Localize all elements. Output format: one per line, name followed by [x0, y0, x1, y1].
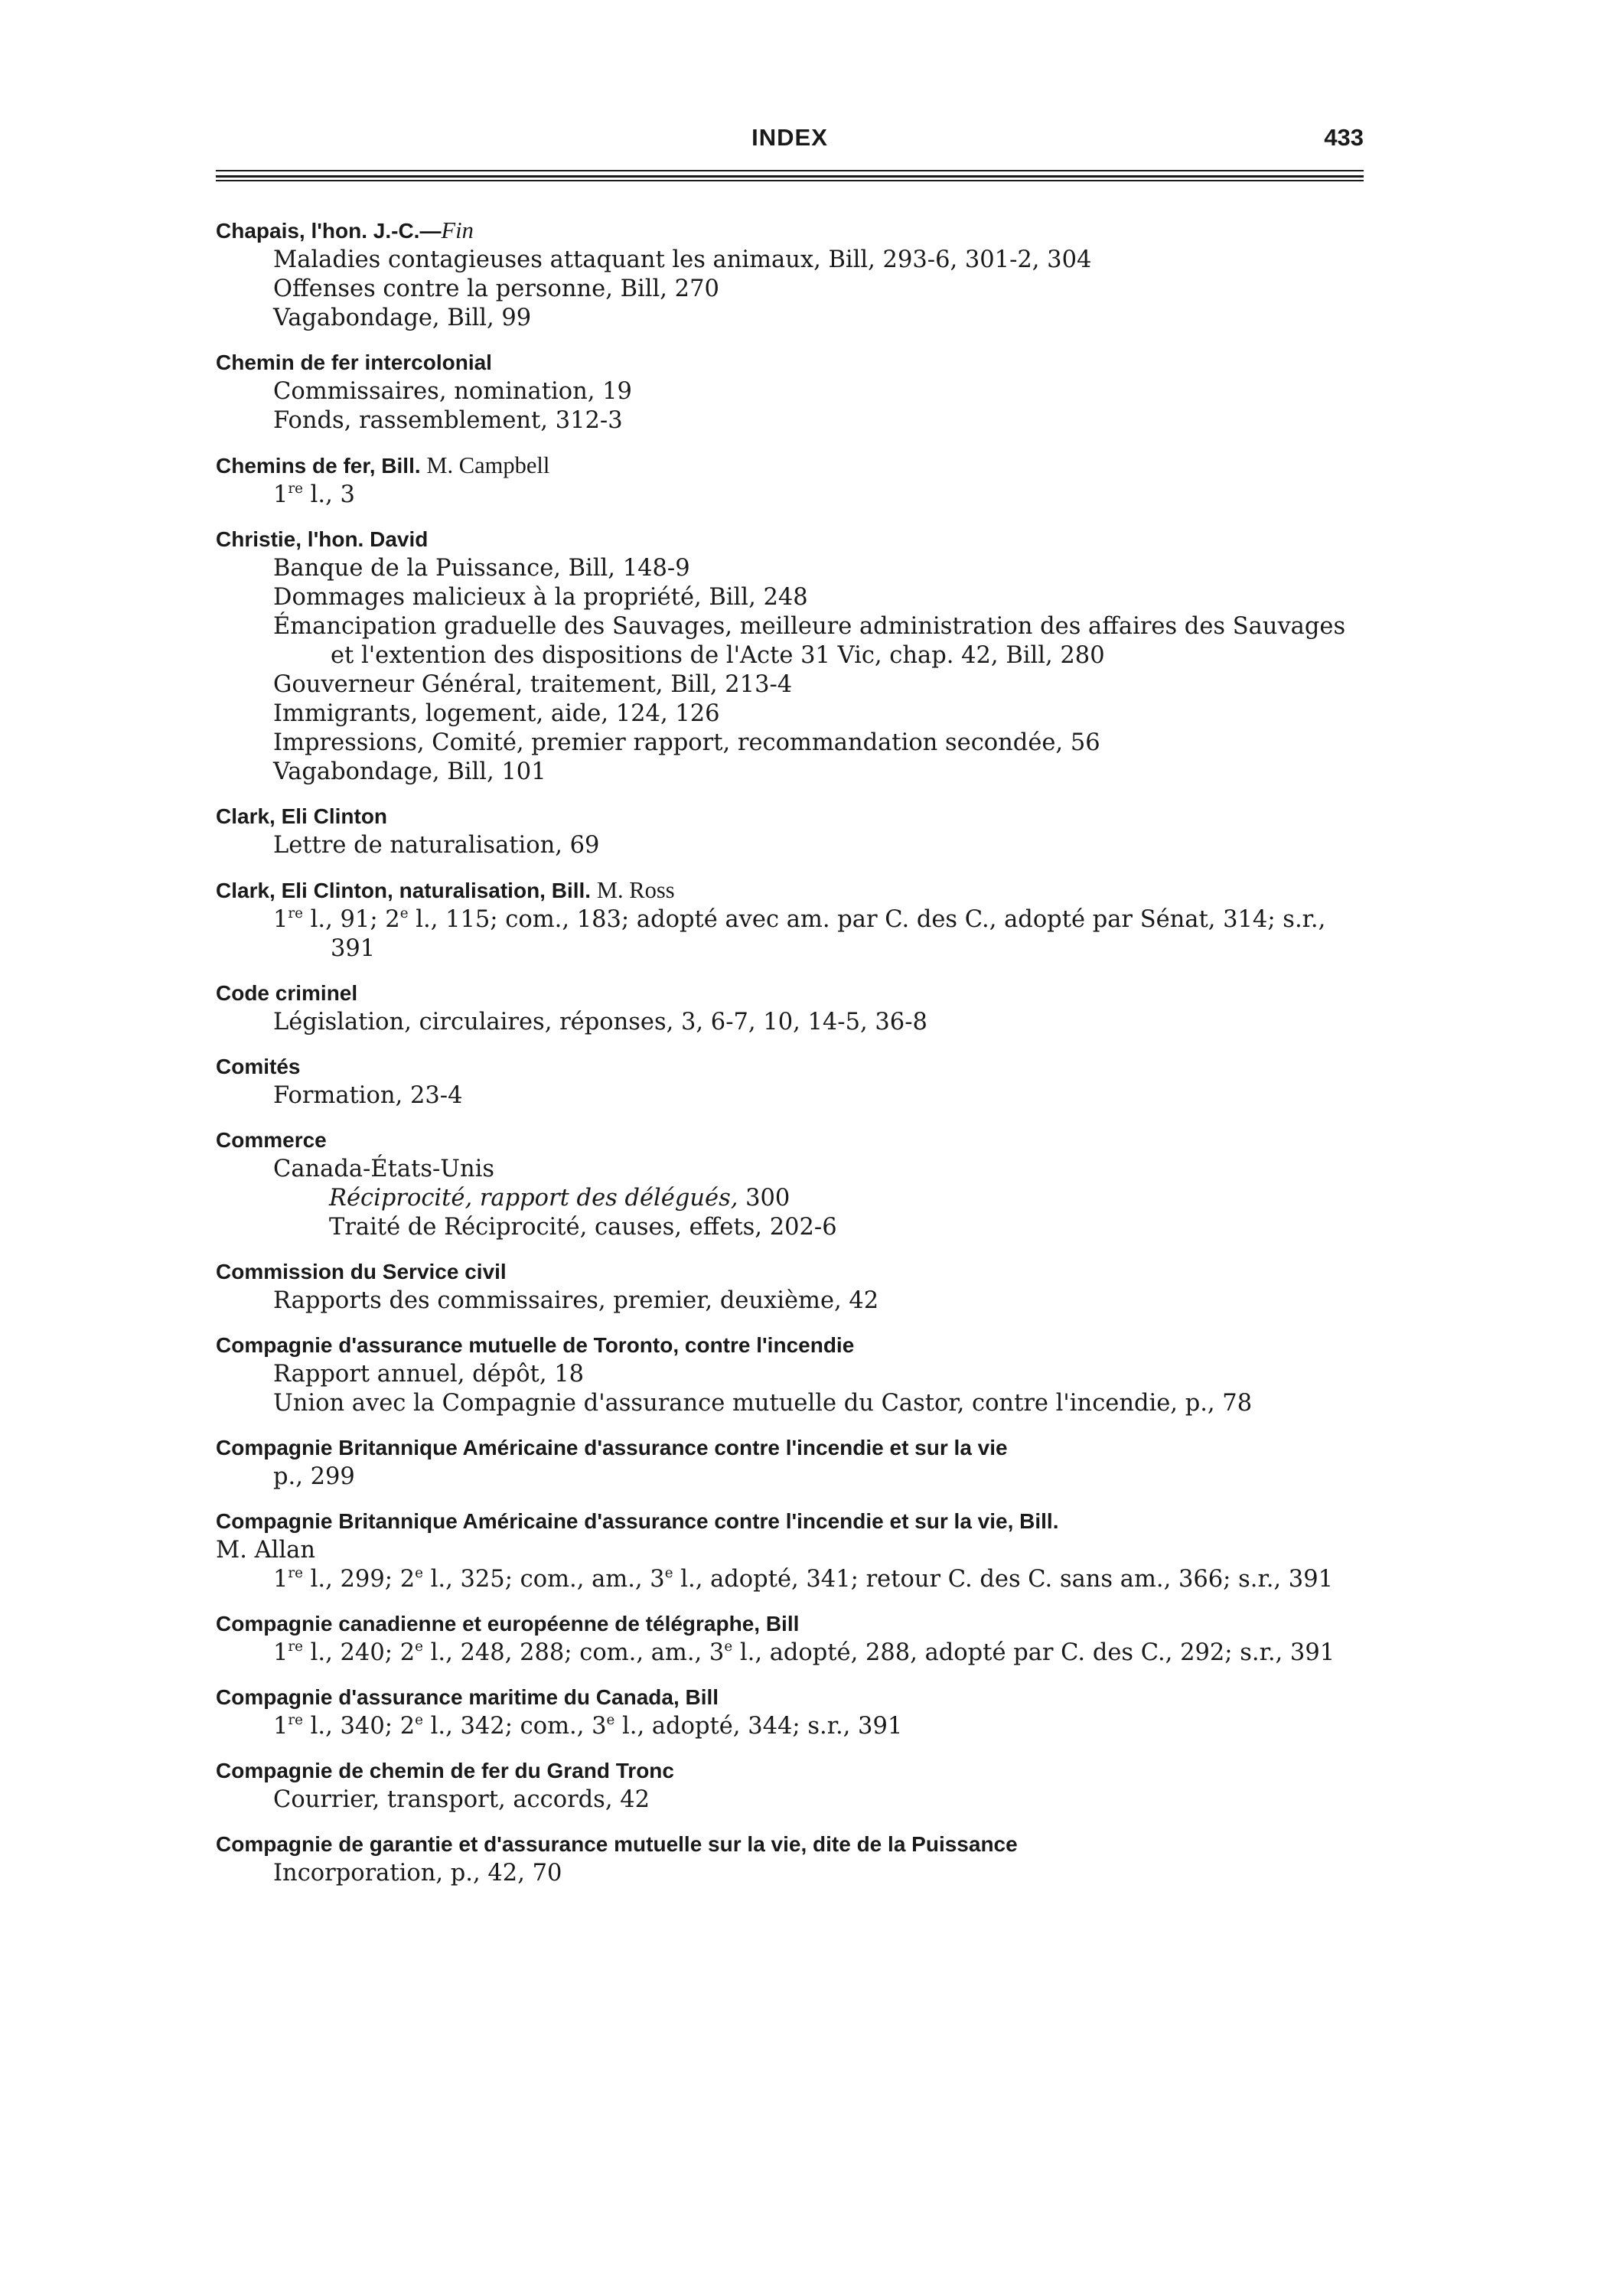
- header-rule: [216, 180, 1364, 181]
- index-entry: [216, 1507, 1364, 1594]
- entry-subitem: 1re l., 299; 2e l., 325; com., am., 3e l., adopté, 341; retour C. des C. sans am., 366; s.r., 391: [273, 1564, 1334, 1593]
- index-entry: [216, 802, 1364, 860]
- index-entry: [216, 1331, 1364, 1418]
- entry-heading: Clark, Eli Clinton: [216, 804, 388, 828]
- entry-heading: Chemin de fer intercolonial: [216, 351, 492, 374]
- index-entry: [216, 451, 1364, 510]
- index-entry: [216, 1052, 1364, 1110]
- entry-subitem: Dommages malicieux à la propriété, Bill, 248: [273, 584, 808, 611]
- entry-heading: Commerce: [216, 1128, 327, 1152]
- entry-heading: Christie, l'hon. David: [216, 527, 429, 551]
- entry-heading: Comités: [216, 1055, 301, 1078]
- index-entry: [216, 1126, 1364, 1242]
- entry-subitem: Vagabondage, Bill, 101: [273, 758, 546, 785]
- entry-heading-continued: M. Allan: [216, 1537, 315, 1564]
- entry-subitem: Vagabondage, Bill, 99: [273, 305, 532, 331]
- entry-subitem: 1re l., 91; 2e l., 115; com., 183; adopté avec am. par C. des C., adopté par Sénat, 314; s.r., 391: [273, 905, 1326, 962]
- entry-subitem: Courrier, transport, accords, 42: [273, 1786, 650, 1813]
- entry-subitem: 1re l., 240; 2e l., 248, 288; com., am., 3e l., adopté, 288, adopté par C. des C., 292; s.r., 391: [273, 1638, 1335, 1666]
- index-entry: [216, 1433, 1364, 1492]
- entry-subitem: Canada-États-Unis: [273, 1156, 495, 1182]
- index-entry: [216, 1756, 1364, 1815]
- entry-heading: Chapais, l'hon. J.-C.—Fin: [216, 217, 474, 243]
- entry-subitem: Maladies contagieuses attaquant les animaux, Bill, 293-6, 301-2, 304: [273, 246, 1092, 273]
- index-content: [216, 216, 1364, 1903]
- entry-subitem: Lettre de naturalisation, 69: [273, 832, 600, 859]
- index-entry: [216, 348, 1364, 435]
- index-entry: [216, 1609, 1364, 1668]
- index-entry: [216, 979, 1364, 1037]
- entry-subitem: Émancipation graduelle des Sauvages, meilleure administration des affaires des Sauvages et l'extention des dispositions de l'Acte 31 Vic, chap. 42, Bill, 280: [273, 613, 1346, 669]
- entry-heading: Compagnie canadienne et européenne de télégraphe, Bill: [216, 1612, 800, 1636]
- entry-heading: Chemins de fer, Bill. M. Campbell: [216, 452, 550, 478]
- entry-subitem: Offenses contre la personne, Bill, 270: [273, 276, 719, 302]
- index-entry: [216, 1257, 1364, 1316]
- entry-heading: Compagnie de garantie et d'assurance mutuelle sur la vie, dite de la Puissance: [216, 1832, 1018, 1856]
- entry-heading: Compagnie Britannique Américaine d'assurance contre l'incendie et sur la vie, Bill.: [216, 1509, 1059, 1533]
- entry-subitem: Union avec la Compagnie d'assurance mutuelle du Castor, contre l'incendie, p., 78: [273, 1390, 1253, 1417]
- entry-heading: Compagnie de chemin de fer du Grand Tronc: [216, 1759, 674, 1782]
- page-title: INDEX: [751, 124, 828, 151]
- entry-subitem: Banque de la Puissance, Bill, 148-9: [273, 555, 690, 582]
- entry-subitem: Commissaires, nomination, 19: [273, 378, 632, 405]
- entry-subitem: p., 299: [273, 1463, 355, 1490]
- entry-heading: Clark, Eli Clinton, naturalisation, Bill. M. Ross: [216, 877, 675, 903]
- entry-heading: Compagnie d'assurance maritime du Canada, Bill: [216, 1685, 719, 1709]
- entry-subitem: 1re l., 3: [273, 480, 355, 508]
- entry-subsubitem: Traité de Réciprocité, causes, effets, 202-6: [329, 1214, 837, 1241]
- entry-subitem: Immigrants, logement, aide, 124, 126: [273, 700, 720, 727]
- entry-subitem: Législation, circulaires, réponses, 3, 6-7, 10, 14-5, 36-8: [273, 1009, 927, 1035]
- entry-subitem: 1re l., 340; 2e l., 342; com., 3e l., adopté, 344; s.r., 391: [273, 1711, 903, 1740]
- entry-subitem: Fonds, rassemblement, 312-3: [273, 407, 623, 434]
- entry-subsubitem: Réciprocité, rapport des délégués, 300: [329, 1185, 790, 1212]
- entry-heading: Compagnie d'assurance mutuelle de Toronto, contre l'incendie: [216, 1333, 855, 1357]
- header-rule: [216, 170, 1364, 171]
- entry-subitem: Formation, 23-4: [273, 1082, 463, 1109]
- index-entry: [216, 1683, 1364, 1741]
- entry-heading: Code criminel: [216, 981, 358, 1005]
- entry-subitem: Rapports des commissaires, premier, deuxième, 42: [273, 1287, 879, 1314]
- index-entry: [216, 525, 1364, 787]
- entry-heading: Compagnie Britannique Américaine d'assurance contre l'incendie et sur la vie: [216, 1436, 1008, 1459]
- index-entry: [216, 876, 1364, 964]
- entry-subitem: Rapport annuel, dépôt, 18: [273, 1361, 585, 1388]
- entry-subitem: Impressions, Comité, premier rapport, recommandation secondée, 56: [273, 729, 1100, 756]
- index-entry: [216, 1830, 1364, 1888]
- page-number: 433: [1324, 124, 1364, 151]
- entry-subitem: Incorporation, p., 42, 70: [273, 1860, 562, 1887]
- entry-subitem: Gouverneur Général, traitement, Bill, 213-4: [273, 671, 793, 698]
- entry-heading: Commission du Service civil: [216, 1260, 507, 1283]
- page-header: [216, 124, 1364, 162]
- index-entry: [216, 216, 1364, 333]
- header-rule: [216, 175, 1364, 178]
